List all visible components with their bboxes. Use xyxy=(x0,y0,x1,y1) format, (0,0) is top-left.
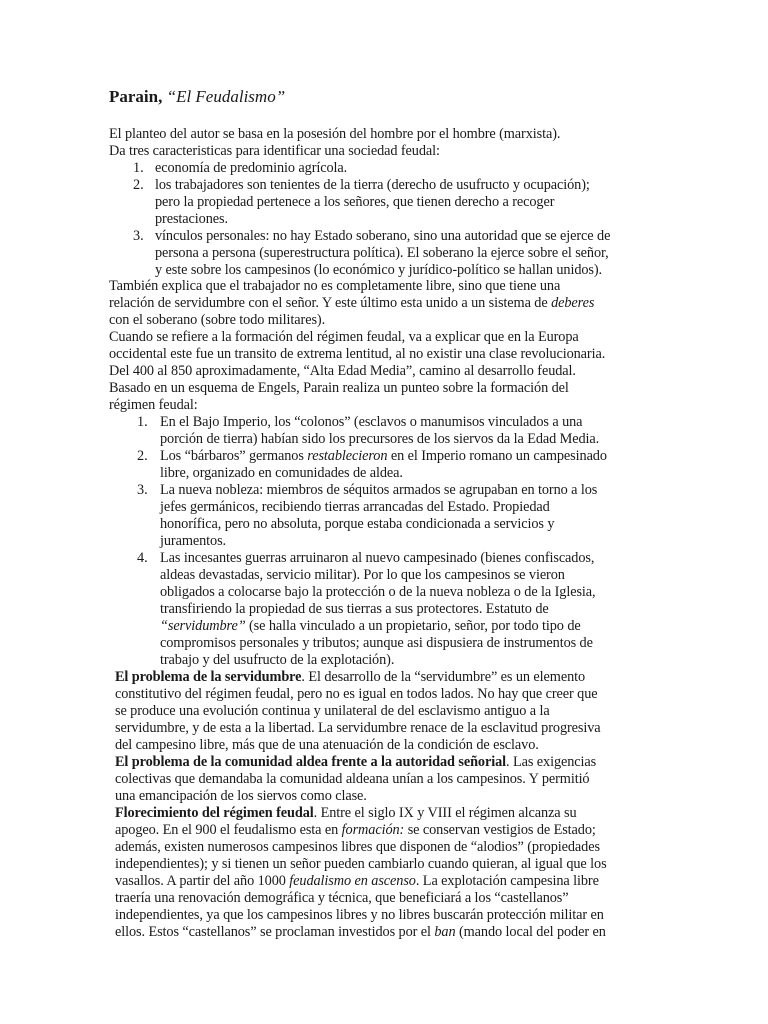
list-item-line: “servidumbre” (se halla vinculado a un propietario, señor, por todo tipo de xyxy=(160,618,581,634)
title-author: Parain, xyxy=(109,87,163,106)
list-number: 2. xyxy=(137,448,148,464)
list-item-line: obligados a colocarse bajo la protección o de la nueva nobleza o de la Iglesia, xyxy=(160,584,596,600)
list-item-line: los trabajadores son tenientes de la tierra (derecho de usufructo y ocupación); xyxy=(155,177,590,193)
list-item-line: economía de predominio agrícola. xyxy=(155,160,348,176)
title-work: “El Feudalismo” xyxy=(166,87,286,106)
paragraph-line: además, existen numerosos campesinos libres que disponen de “alodios” (propiedades xyxy=(115,839,600,855)
list-item-line: Los “bárbaros” germanos restablecieron en el Imperio romano un campesinado xyxy=(160,448,607,464)
paragraph-line: con el soberano (sobre todo militares). xyxy=(109,312,326,328)
list-item-line: vínculos personales: no hay Estado soberano, sino una autoridad que se ejerce de xyxy=(155,228,611,244)
list-number: 2. xyxy=(133,177,144,193)
list-number: 4. xyxy=(137,550,148,566)
paragraph-line: Del 400 al 850 aproximadamente, “Alta Edad Media”, camino al desarrollo feudal. xyxy=(109,363,576,379)
document-title xyxy=(109,86,285,108)
section-heading-line: El problema de la comunidad aldea frente a la autoridad señorial. Las exigencias xyxy=(115,754,597,770)
list-item-line: aldeas devastadas, servicio militar). Por lo que los campesinos se vieron xyxy=(160,567,565,583)
list-item-line: libre, organizado en comunidades de aldea. xyxy=(160,465,403,481)
paragraph-line: colectivas que demandaba la comunidad aldeana unían a los campesinos. Y permitió xyxy=(115,771,590,787)
list-item-line: honorífica, pero no absoluta, porque estaba condicionada a servicios y xyxy=(160,516,555,532)
paragraph-line: Basado en un esquema de Engels, Parain realiza un punteo sobre la formación del xyxy=(109,380,569,396)
list-item-line: transfiriendo la propiedad de sus tierras a sus protectores. Estatuto de xyxy=(160,601,549,617)
list-number: 3. xyxy=(137,482,148,498)
paragraph-line: vasallos. A partir del año 1000 feudalismo en ascenso. La explotación campesina libre xyxy=(115,873,599,889)
intro-line: El planteo del autor se basa en la posesión del hombre por el hombre (marxista). xyxy=(109,126,561,142)
paragraph-line: del campesino libre, más que de una atenuación de la condición de esclavo. xyxy=(115,737,539,753)
paragraph-line: occidental este fue un transito de extrema lentitud, al no existir una clase revolucionaria. xyxy=(109,346,606,362)
list-item-line: pero la propiedad pertenece a los señores, que tienen derecho a recoger xyxy=(155,194,555,210)
list-item-line: y este sobre los campesinos (lo económico y jurídico-político se hallan unidos). xyxy=(155,262,603,278)
intro-line: Da tres caracteristicas para identificar una sociedad feudal: xyxy=(109,143,440,159)
paragraph-line: régimen feudal: xyxy=(109,397,198,413)
paragraph-line: relación de servidumbre con el señor. Y este último esta unido a un sistema de deberes xyxy=(109,295,595,311)
paragraph-line: Cuando se refiere a la formación del régimen feudal, va a explicar que en la Europa xyxy=(109,329,579,345)
paragraph-line: ellos. Estos “castellanos” se proclaman investidos por el ban (mando local del poder en xyxy=(115,924,606,940)
list-item-line: La nueva nobleza: miembros de séquitos armados se agrupaban en torno a los xyxy=(160,482,598,498)
section-heading-line: El problema de la servidumbre. El desarrollo de la “servidumbre” es un elemento xyxy=(115,669,586,685)
section-heading: Florecimiento del régimen feudal xyxy=(115,805,314,821)
list-item-line: prestaciones. xyxy=(155,211,228,227)
section-heading: El problema de la servidumbre xyxy=(115,669,302,685)
section-heading-line: Florecimiento del régimen feudal. Entre el siglo IX y VIII el régimen alcanza su xyxy=(115,805,577,821)
section-heading: El problema de la comunidad aldea frente a la autoridad señorial xyxy=(115,754,507,770)
paragraph-line: independientes, ya que los campesinos libres y no libres buscarán protección militar en xyxy=(115,907,604,923)
paragraph-line: constitutivo del régimen feudal, pero no es igual en todos lados. No hay que creer que xyxy=(115,686,598,702)
list-number: 1. xyxy=(137,414,148,430)
paragraph-line: apogeo. En el 900 el feudalismo esta en formación: se conservan vestigios de Estado; xyxy=(115,822,596,838)
paragraph-line: una emancipación de los siervos como clase. xyxy=(115,788,367,804)
list-item-line: porción de tierra) habían sido los precursores de los siervos da la Edad Media. xyxy=(160,431,600,447)
list-number: 1. xyxy=(133,160,144,176)
list-number: 3. xyxy=(133,228,144,244)
list-item-line: trabajo y del usufructo de la explotación). xyxy=(160,652,395,668)
paragraph-line: independientes); y si tienen un señor pueden cambiarlo cuando quieran, al igual que los xyxy=(115,856,607,872)
paragraph-line: se produce una evolución continua y unilateral de del esclavismo antiguo a la xyxy=(115,703,550,719)
list-item-line: jefes germánicos, recibiendo tierras arrancadas del Estado. Propiedad xyxy=(160,499,550,515)
paragraph-line: traería una renovación demográfica y técnica, que beneficiará a los “castellanos” xyxy=(115,890,569,906)
paragraph-line: servidumbre, y de esta a la libertad. La servidumbre renace de la esclavitud progresiva xyxy=(115,720,601,736)
list-item-line: persona a persona (superestructura política). El soberano la ejerce sobre el señor, xyxy=(155,245,609,261)
paragraph-line: También explica que el trabajador no es completamente libre, sino que tiene una xyxy=(109,278,561,294)
list-item-line: juramentos. xyxy=(160,533,227,549)
list-item-line: compromisos personales y tributos; aunque asi dispusiera de instrumentos de xyxy=(160,635,593,651)
list-item-line: Las incesantes guerras arruinaron al nuevo campesinado (bienes confiscados, xyxy=(160,550,595,566)
list-item-line: En el Bajo Imperio, los “colonos” (esclavos o manumisos vinculados a una xyxy=(160,414,583,430)
